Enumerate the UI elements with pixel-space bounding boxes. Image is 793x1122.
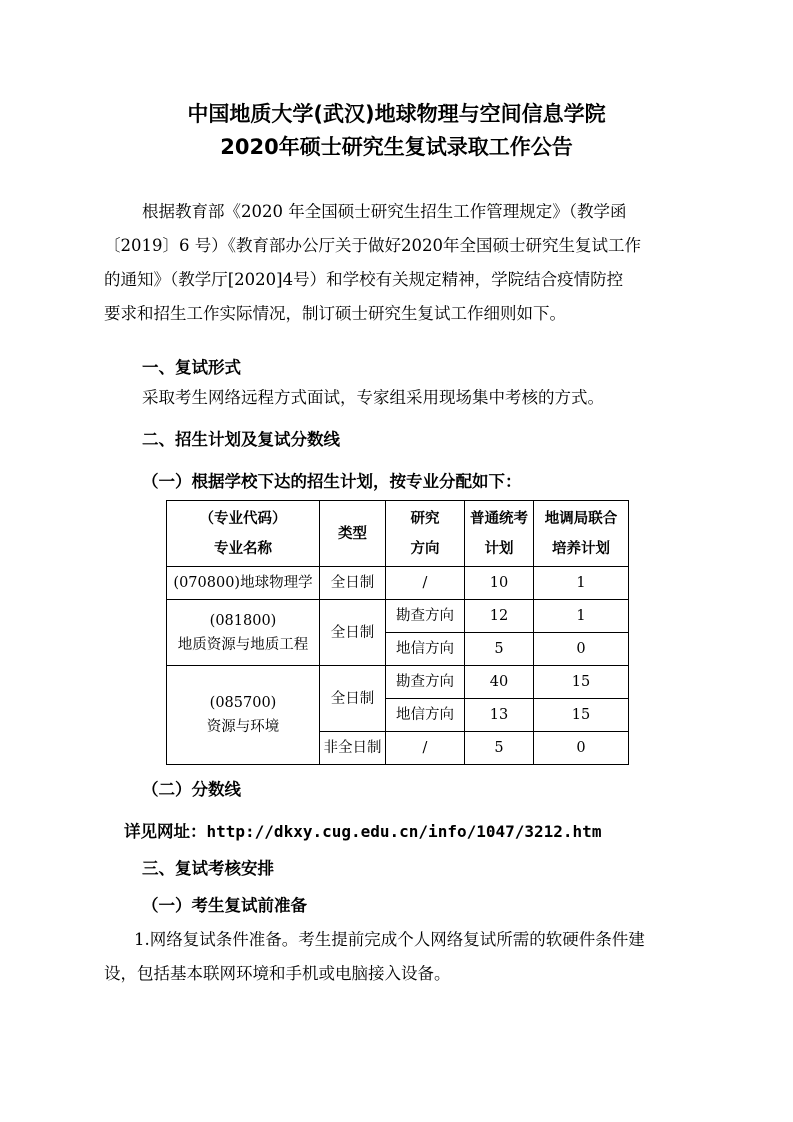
- cell-direction: 地信方向: [386, 699, 465, 732]
- cell-regular: 40: [465, 666, 534, 699]
- cell-direction: 勘查方向: [386, 600, 465, 633]
- cell-regular: 5: [465, 633, 534, 666]
- intro-line-4: 要求和招生工作实际情况，制订硕士研究生复试工作细则如下。: [104, 304, 566, 323]
- page-title-line1: 中国地质大学(武汉)地球物理与空间信息学院: [187, 102, 606, 126]
- section3-sub1: （一）考生复试前准备: [142, 896, 307, 915]
- header-regular: [465, 501, 534, 567]
- table-row: [167, 666, 629, 699]
- item1-line-1: 1.网络复试条件准备。考生提前完成个人网络复试所需的软硬件条件建: [134, 930, 645, 949]
- cell-type: 非全日制: [320, 732, 386, 765]
- section3-heading: 三、复试考核安排: [142, 859, 274, 878]
- cell-major: [167, 600, 320, 666]
- header-regular-l2: 计划: [484, 540, 514, 557]
- header-joint: [534, 501, 629, 567]
- score-line-link[interactable]: http://dkxy.cug.edu.cn/info/1047/3212.htm: [206, 822, 602, 841]
- cell-direction: /: [386, 567, 465, 600]
- header-direction-l1: 研究: [410, 510, 440, 527]
- header-major: [167, 501, 320, 567]
- intro-line-2: 〔2019〕6 号）《教育部办公厅关于做好2020年全国硕士研究生复试工作: [104, 236, 641, 255]
- cell-joint: 15: [534, 699, 629, 732]
- cell-joint: 0: [534, 633, 629, 666]
- enrollment-plan-table: [166, 500, 629, 765]
- section1-heading: 一、复试形式: [142, 358, 241, 377]
- table-row: [167, 567, 629, 600]
- cell-type: 全日制: [320, 666, 386, 732]
- cell-joint: 1: [534, 567, 629, 600]
- header-direction-l2: 方向: [410, 540, 440, 557]
- cell-direction: 勘查方向: [386, 666, 465, 699]
- cell-direction: 地信方向: [386, 633, 465, 666]
- header-joint-l1: 地调局联合: [544, 510, 618, 527]
- cell-regular: 13: [465, 699, 534, 732]
- page-title-line2: 2020年硕士研究生复试录取工作公告: [220, 135, 573, 159]
- section2-sub2: （二）分数线: [142, 780, 241, 799]
- intro-line-1: 根据教育部《2020 年全国硕士研究生招生工作管理规定》（教学函: [142, 202, 627, 221]
- section2-sub1: （一）根据学校下达的招生计划，按专业分配如下：: [142, 472, 522, 491]
- header-type: 类型: [320, 501, 386, 567]
- header-direction: [386, 501, 465, 567]
- header-major-name: 专业名称: [214, 540, 272, 557]
- section2-heading: 二、招生计划及复试分数线: [142, 430, 340, 449]
- major-name: 资源与环境: [206, 719, 280, 735]
- item1-line-2: 设，包括基本联网环境和手机或电脑接入设备。: [104, 964, 451, 983]
- intro-line-3: 的通知》（教学厅[2020]4号）和学校有关规定精神，学院结合疫情防控: [104, 270, 624, 289]
- cell-direction: /: [386, 732, 465, 765]
- major-code: (081800): [209, 612, 277, 629]
- major-name: 地质资源与地质工程: [177, 636, 309, 653]
- cell-major: [167, 666, 320, 765]
- header-major-code: （专业代码）: [199, 510, 287, 527]
- cell-type: 全日制: [320, 600, 386, 666]
- section1-text: 采取考生网络远程方式面试，专家组采用现场集中考核的方式。: [142, 388, 604, 407]
- cell-type: 全日制: [320, 567, 386, 600]
- table-header-row: [167, 501, 629, 567]
- table-row: [167, 600, 629, 633]
- cell-regular: 5: [465, 732, 534, 765]
- cell-joint: 1: [534, 600, 629, 633]
- header-regular-l1: 普通统考: [470, 510, 528, 527]
- url-label: 详见网址：: [124, 822, 207, 841]
- cell-joint: 15: [534, 666, 629, 699]
- header-joint-l2: 培养计划: [552, 540, 610, 557]
- major-code: (085700): [209, 695, 277, 711]
- cell-regular: 10: [465, 567, 534, 600]
- cell-joint: 0: [534, 732, 629, 765]
- cell-major: (070800)地球物理学: [167, 567, 320, 600]
- cell-regular: 12: [465, 600, 534, 633]
- score-line-url-row: [124, 818, 601, 842]
